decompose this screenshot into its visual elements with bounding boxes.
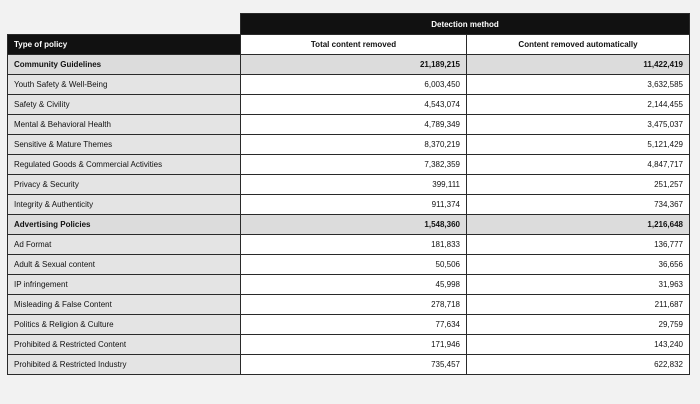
table-row: [8, 355, 690, 375]
type-of-policy-header: Type of policy: [8, 35, 241, 55]
table-row: [8, 315, 690, 335]
table-row: [8, 255, 690, 275]
auto-cell: 622,832: [467, 355, 690, 375]
auto-cell: 251,257: [467, 175, 690, 195]
total-removed-header: Total content removed: [241, 35, 467, 55]
total-cell: 171,946: [241, 335, 467, 355]
total-cell: 4,789,349: [241, 115, 467, 135]
total-cell: 181,833: [241, 235, 467, 255]
detection-method-header: Detection method: [241, 14, 690, 35]
table-row: [8, 235, 690, 255]
policy-cell: Integrity & Authenticity: [8, 195, 241, 215]
policy-cell: Youth Safety & Well-Being: [8, 75, 241, 95]
table-row: [8, 115, 690, 135]
table-row: [8, 275, 690, 295]
total-cell: 50,506: [241, 255, 467, 275]
auto-cell: 734,367: [467, 195, 690, 215]
policy-cell: Sensitive & Mature Themes: [8, 135, 241, 155]
policy-cell: Safety & Civility: [8, 95, 241, 115]
table-row: [8, 335, 690, 355]
total-cell: 45,998: [241, 275, 467, 295]
table-row: [8, 195, 690, 215]
policy-cell: Community Guidelines: [8, 55, 241, 75]
total-cell: 1,548,360: [241, 215, 467, 235]
auto-cell: 136,777: [467, 235, 690, 255]
policy-cell: Regulated Goods & Commercial Activities: [8, 155, 241, 175]
auto-cell: 36,656: [467, 255, 690, 275]
total-cell: 7,382,359: [241, 155, 467, 175]
auto-cell: 211,687: [467, 295, 690, 315]
table-row: [8, 155, 690, 175]
auto-cell: 5,121,429: [467, 135, 690, 155]
auto-cell: 11,422,419: [467, 55, 690, 75]
policy-cell: Ad Format: [8, 235, 241, 255]
auto-cell: 29,759: [467, 315, 690, 335]
total-cell: 21,189,215: [241, 55, 467, 75]
total-cell: 8,370,219: [241, 135, 467, 155]
table-row: [8, 95, 690, 115]
auto-cell: 4,847,717: [467, 155, 690, 175]
policy-cell: IP infringement: [8, 275, 241, 295]
auto-cell: 143,240: [467, 335, 690, 355]
policy-cell: Adult & Sexual content: [8, 255, 241, 275]
auto-cell: 31,963: [467, 275, 690, 295]
table-row: [8, 135, 690, 155]
auto-cell: 3,475,037: [467, 115, 690, 135]
auto-removed-header: Content removed automatically: [467, 35, 690, 55]
table-row: [8, 175, 690, 195]
table-body: [8, 55, 690, 375]
column-header-row: [8, 35, 690, 55]
total-cell: 735,457: [241, 355, 467, 375]
total-cell: 278,718: [241, 295, 467, 315]
auto-cell: 3,632,585: [467, 75, 690, 95]
policy-table-container: [7, 13, 689, 375]
table-row: [8, 75, 690, 95]
policy-cell: Prohibited & Restricted Content: [8, 335, 241, 355]
auto-cell: 1,216,648: [467, 215, 690, 235]
table-row: [8, 295, 690, 315]
policy-cell: Mental & Behavioral Health: [8, 115, 241, 135]
policy-cell: Prohibited & Restricted Industry: [8, 355, 241, 375]
policy-cell: Privacy & Security: [8, 175, 241, 195]
policy-cell: Politics & Religion & Culture: [8, 315, 241, 335]
total-cell: 911,374: [241, 195, 467, 215]
policy-cell: Advertising Policies: [8, 215, 241, 235]
total-cell: 399,111: [241, 175, 467, 195]
total-cell: 77,634: [241, 315, 467, 335]
policy-cell: Misleading & False Content: [8, 295, 241, 315]
blank-corner: [8, 14, 241, 35]
detection-header-row: [8, 14, 690, 35]
table-group-row: [8, 215, 690, 235]
total-cell: 6,003,450: [241, 75, 467, 95]
table-group-row: [8, 55, 690, 75]
total-cell: 4,543,074: [241, 95, 467, 115]
policy-removal-table: [7, 13, 690, 375]
auto-cell: 2,144,455: [467, 95, 690, 115]
